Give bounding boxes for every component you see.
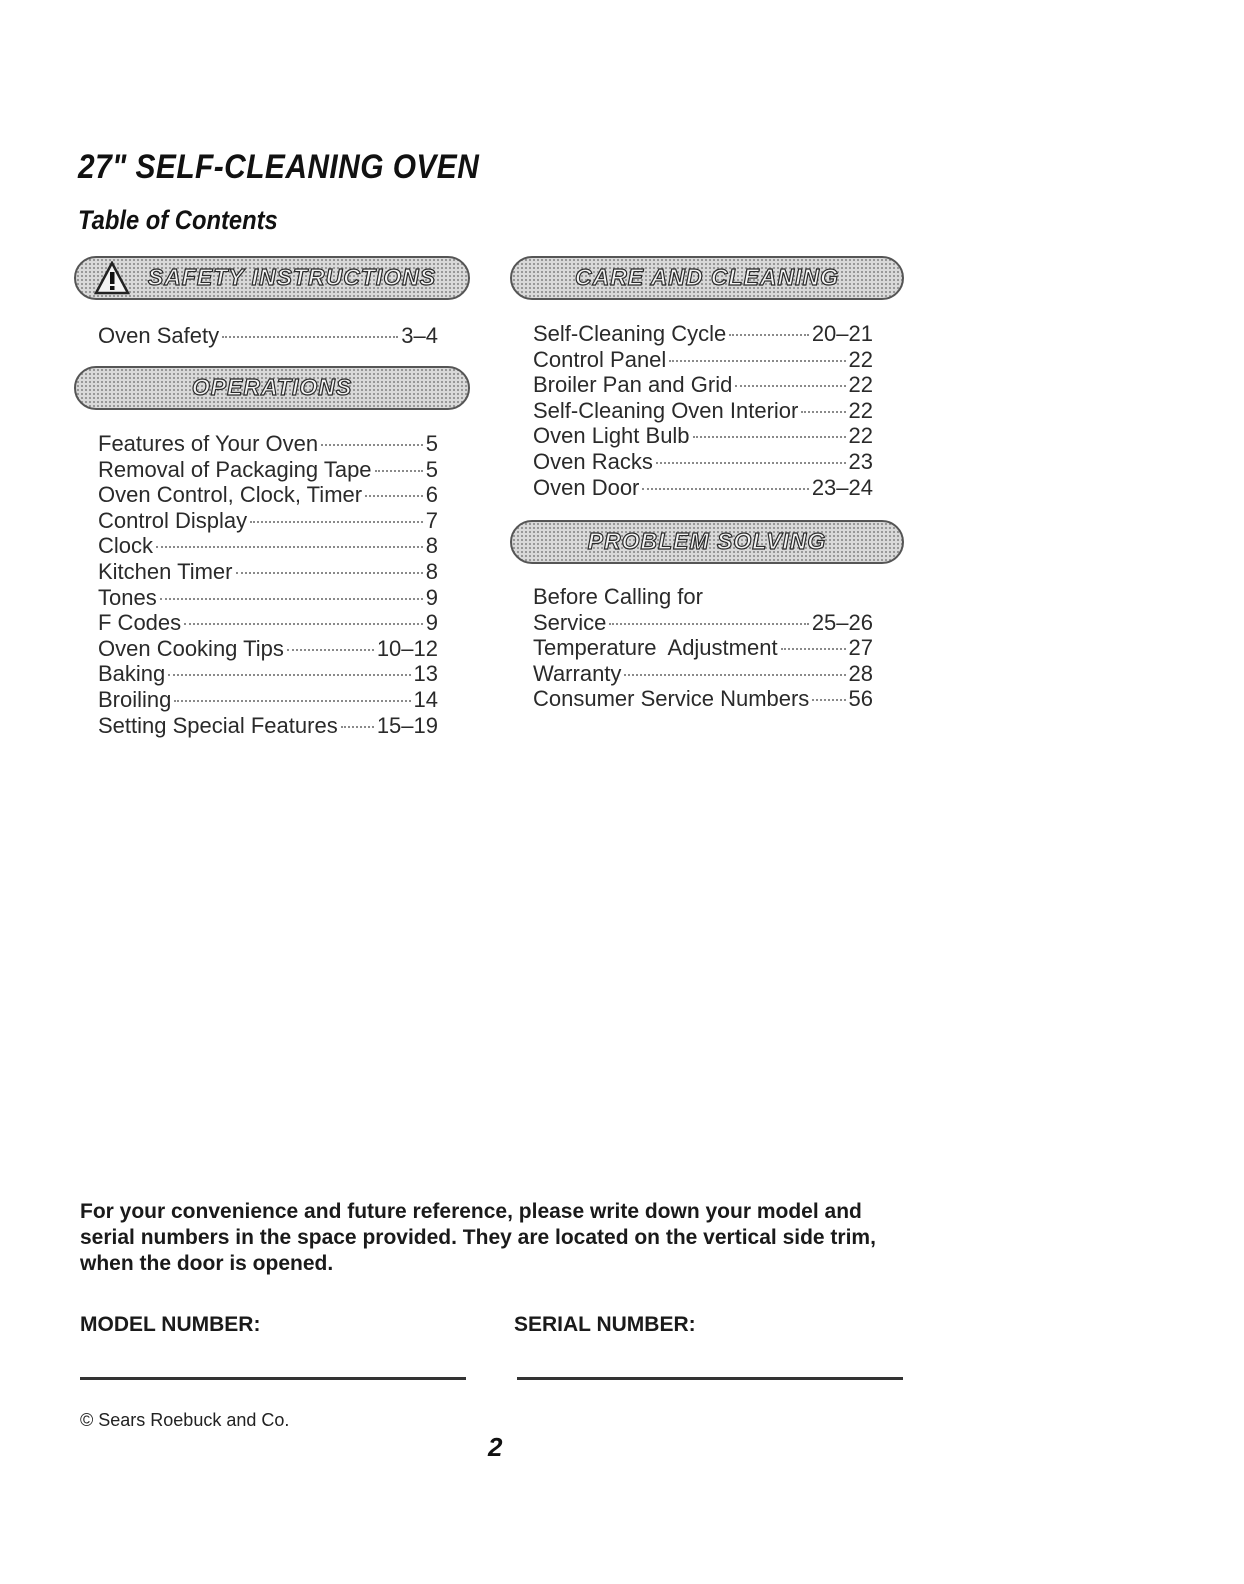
toc-leader-dots bbox=[656, 462, 846, 464]
safety-toc-list bbox=[98, 323, 438, 349]
toc-entry bbox=[533, 398, 873, 424]
toc-entry bbox=[533, 321, 873, 347]
operations-section-banner bbox=[74, 366, 470, 410]
toc-entry-label: Clock bbox=[98, 533, 154, 559]
toc-entry-label: Before Calling for bbox=[533, 584, 703, 609]
toc-leader-dots bbox=[321, 444, 423, 446]
toc-entry-page: 14 bbox=[413, 686, 438, 712]
toc-entry-label: Self-Cleaning Oven Interior bbox=[533, 397, 799, 423]
model-serial-notice: For your convenience and future reference, please write down your model and serial numbers in the space provided. They are located on the vertical side trim, when the door is opened. bbox=[80, 1200, 876, 1275]
model-number-label: MODEL NUMBER: bbox=[80, 1313, 261, 1336]
toc-entry-label: Self-Cleaning Cycle bbox=[533, 321, 727, 346]
toc-leader-dots bbox=[287, 649, 374, 651]
toc-leader-dots bbox=[624, 674, 845, 676]
toc-entry-label: Oven Safety bbox=[98, 323, 220, 348]
toc-leader-dots bbox=[669, 360, 845, 362]
toc-entry bbox=[533, 423, 873, 449]
toc-entry-page: 7 bbox=[425, 507, 438, 533]
toc-entry-page: 22 bbox=[848, 397, 873, 423]
toc-entry bbox=[98, 610, 438, 636]
toc-leader-dots bbox=[160, 598, 423, 600]
toc-entry-label: Broiling bbox=[98, 686, 172, 712]
problem-section-title: PROBLEM SOLVING bbox=[587, 528, 827, 554]
toc-entry-label: Oven Control, Clock, Timer bbox=[98, 482, 363, 508]
toc-entry bbox=[98, 323, 438, 349]
model-number-line bbox=[80, 1377, 466, 1380]
toc-entry-label: Temperature Adjustment bbox=[533, 635, 778, 661]
toc-leader-dots bbox=[341, 726, 374, 728]
toc-entry-label: Oven Cooking Tips bbox=[98, 635, 284, 661]
toc-entry-page: 5 bbox=[425, 431, 438, 456]
toc-entry bbox=[98, 713, 438, 739]
toc-entry-page: 9 bbox=[425, 610, 438, 636]
care-section-banner bbox=[510, 256, 904, 300]
toc-leader-dots bbox=[156, 546, 423, 548]
toc-entry-label: Setting Special Features bbox=[98, 712, 338, 738]
toc-leader-dots bbox=[250, 521, 423, 523]
operations-toc-list bbox=[98, 431, 438, 738]
toc-entry-page: 56 bbox=[848, 686, 873, 712]
toc-entry-label: Features of Your Oven bbox=[98, 431, 319, 456]
toc-leader-dots bbox=[236, 572, 423, 574]
toc-entry-label: Baking bbox=[98, 661, 166, 687]
toc-leader-dots bbox=[781, 648, 846, 650]
toc-leader-dots bbox=[609, 623, 808, 625]
toc-entry-label: Kitchen Timer bbox=[98, 558, 233, 584]
toc-entry bbox=[533, 661, 873, 687]
toc-entry-page: 8 bbox=[425, 533, 438, 559]
page-number: 2 bbox=[488, 1432, 503, 1462]
toc-entry-label: Oven Light Bulb bbox=[533, 423, 690, 449]
toc-entry bbox=[533, 635, 873, 661]
toc-entry-page: 9 bbox=[425, 584, 438, 610]
toc-entry bbox=[533, 372, 873, 398]
toc-leader-dots bbox=[642, 488, 808, 490]
toc-entry-label: Control Panel bbox=[533, 346, 667, 372]
toc-entry-page: 8 bbox=[425, 558, 438, 584]
toc-entry bbox=[533, 449, 873, 475]
toc-entry bbox=[98, 457, 438, 483]
toc-leader-dots bbox=[365, 495, 423, 497]
toc-entry bbox=[98, 636, 438, 662]
toc-entry-page: 15–19 bbox=[376, 712, 438, 738]
toc-leader-dots bbox=[812, 699, 845, 701]
toc-entry bbox=[98, 431, 438, 457]
toc-entry-page: 20–21 bbox=[811, 321, 873, 346]
toc-entry bbox=[533, 347, 873, 373]
toc-entry-label: Oven Racks bbox=[533, 448, 653, 474]
toc-entry bbox=[98, 559, 438, 585]
toc-leader-dots bbox=[735, 385, 845, 387]
toc-entry-label: Broiler Pan and Grid bbox=[533, 372, 733, 398]
toc-leader-dots bbox=[375, 470, 423, 472]
toc-entry-page: 22 bbox=[848, 346, 873, 372]
toc-entry bbox=[533, 686, 873, 712]
toc-entry-label: Oven Door bbox=[533, 474, 640, 500]
toc-entry bbox=[98, 533, 438, 559]
toc-entry-page: 22 bbox=[848, 423, 873, 449]
toc-entry bbox=[98, 585, 438, 611]
toc-leader-dots bbox=[693, 436, 846, 438]
toc-entry-page: 10–12 bbox=[376, 635, 438, 661]
toc-leader-dots bbox=[801, 411, 845, 413]
care-section-title: CARE AND CLEANING bbox=[574, 264, 840, 290]
toc-entry-label: Warranty bbox=[533, 660, 622, 686]
toc-entry-page: 27 bbox=[848, 635, 873, 661]
copyright-notice: © Sears Roebuck and Co. bbox=[80, 1410, 290, 1430]
problem-toc-list bbox=[533, 584, 873, 712]
toc-entry-page: 3–4 bbox=[401, 323, 438, 348]
operations-section-title: OPERATIONS bbox=[191, 374, 353, 400]
toc-entry-label: Consumer Service Numbers bbox=[533, 686, 810, 712]
serial-number-label: SERIAL NUMBER: bbox=[514, 1313, 696, 1336]
toc-entry bbox=[98, 482, 438, 508]
toc-entry-label: Removal of Packaging Tape bbox=[98, 456, 372, 482]
toc-entry bbox=[98, 508, 438, 534]
toc-leader-dots bbox=[168, 674, 410, 676]
toc-entry-page: 23–24 bbox=[811, 474, 873, 500]
toc-entry-page: 22 bbox=[848, 372, 873, 398]
toc-entry-label: Tones bbox=[98, 584, 157, 610]
toc-entry-page: 6 bbox=[425, 482, 438, 508]
care-toc-list bbox=[533, 321, 873, 500]
toc-entry bbox=[98, 687, 438, 713]
problem-section-banner bbox=[510, 520, 904, 564]
safety-section-banner bbox=[74, 256, 470, 300]
toc-entry-label: F Codes bbox=[98, 610, 182, 636]
toc-leader-dots bbox=[184, 623, 423, 625]
toc-entry bbox=[533, 610, 873, 636]
toc-heading: Table of Contents bbox=[78, 205, 278, 235]
toc-entry-page: 13 bbox=[413, 661, 438, 687]
toc-leader-dots bbox=[222, 336, 398, 338]
serial-number-line bbox=[517, 1377, 903, 1380]
toc-entry bbox=[533, 475, 873, 501]
toc-leader-dots bbox=[174, 700, 410, 702]
toc-entry-page: 25–26 bbox=[811, 609, 873, 635]
safety-section-title: SAFETY INSTRUCTIONS bbox=[147, 264, 437, 290]
toc-entry bbox=[98, 661, 438, 687]
toc-leader-dots bbox=[729, 334, 809, 336]
toc-entry-label: Service bbox=[533, 609, 607, 635]
toc-entry-label: Control Display bbox=[98, 507, 248, 533]
toc-entry-page: 23 bbox=[848, 448, 873, 474]
toc-entry-page: 5 bbox=[425, 456, 438, 482]
document-title: 27" SELF-CLEANING OVEN bbox=[78, 148, 480, 186]
toc-entry-page: 28 bbox=[848, 660, 873, 686]
